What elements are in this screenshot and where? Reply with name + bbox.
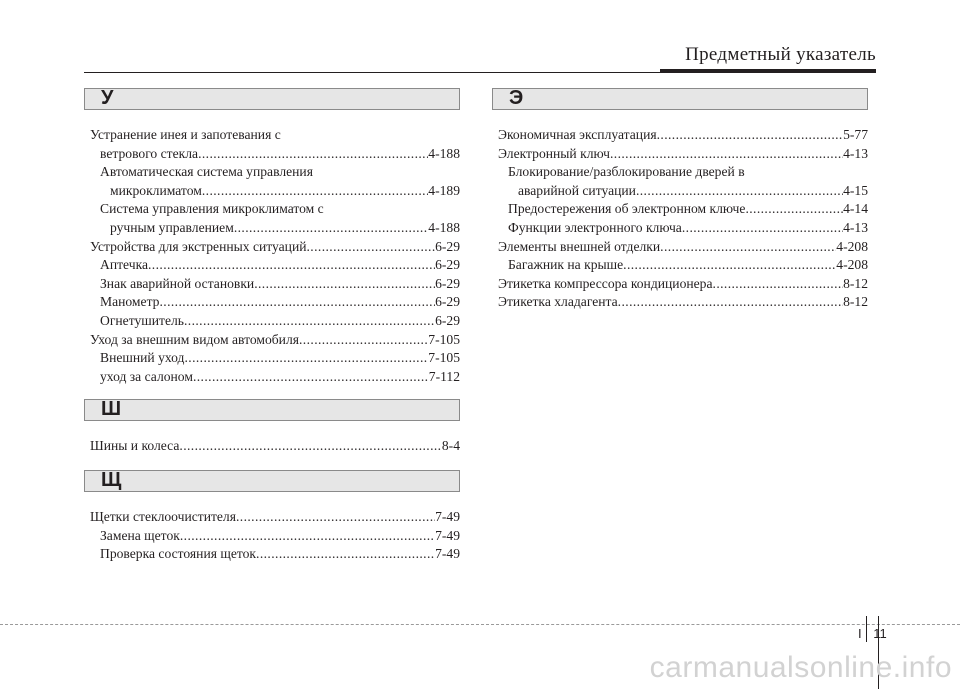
section-header-bar [84,470,460,492]
entry-leader-dots [636,182,843,201]
entry-leader-dots [202,182,428,201]
entry-text: аварийной ситуации [518,182,636,198]
index-entry [84,331,460,350]
entry-leader-dots [682,219,843,238]
entry-page-ref: 4-189 [428,182,460,198]
index-entries [84,508,460,564]
index-entries [84,437,460,456]
index-section [492,88,868,312]
entry-text: Замена щеток [100,527,180,543]
entry-text: ветрового стекла [100,145,199,161]
entry-leader-dots [234,219,428,238]
entry-leader-dots [179,437,441,456]
entry-leader-dots [236,508,435,527]
entry-page-ref: 6-29 [435,294,460,310]
entry-leader-dots [254,275,435,294]
index-entry [492,182,868,201]
entry-text: Электронный ключ [498,145,610,161]
entry-text: Щетки стеклоочистителя [90,508,236,524]
entry-leader-dots [193,368,429,387]
entry-page-ref: 7-105 [428,331,460,347]
section-letter: Ш [101,398,122,421]
index-entry [84,368,460,387]
index-entry [84,200,460,219]
entry-page-ref: 6-29 [435,257,460,273]
entry-page-ref: 4-15 [843,182,868,198]
entry-leader-dots [307,238,436,257]
watermark: carmanualsonline.info [649,651,952,684]
index-entry [84,527,460,546]
entry-text: Устройства для экстренных ситуаций [90,238,307,254]
entry-leader-dots [623,256,836,275]
entry-page-ref: 5-77 [843,127,868,142]
entry-page-ref: 4-188 [428,219,460,235]
entry-text: Элементы внешней отделки [498,238,661,254]
entry-text: Манометр [100,294,160,310]
entry-page-ref: 8-12 [843,275,868,291]
entry-text: Система управления микроклиматом с [100,201,324,217]
entry-page-ref: 4-13 [843,145,868,161]
entry-text: Этикетка хладагента [498,294,618,310]
index-column-right [492,88,868,312]
entry-text: Автоматическая система управления [100,164,313,180]
index-entry [492,219,868,238]
index-entry [492,145,868,164]
entry-page-ref: 4-208 [836,238,868,254]
index-entries [84,126,460,386]
entry-page-ref: 4-208 [836,257,868,273]
index-entry [492,293,868,312]
entry-leader-dots [159,293,435,312]
entry-page-ref: 8-12 [843,294,868,310]
entry-leader-dots [657,126,843,145]
entry-page-ref: 8-4 [441,438,460,454]
entry-page-ref: 4-13 [843,219,868,235]
entry-page-ref: 4-188 [428,145,460,161]
page-number [858,626,887,641]
entry-text: Уход за внешним видом автомобиля [90,331,299,347]
entry-page-ref: 7-49 [435,508,460,524]
section-letter: У [101,87,114,109]
entry-leader-dots [256,545,435,564]
entry-leader-dots [713,275,844,294]
section-header-bar [84,399,460,421]
index-entry [84,145,460,164]
index-section [84,88,460,386]
index-entries [492,126,868,312]
section-header-bar [84,88,460,110]
index-entry [84,126,460,145]
header-rule-accent [660,69,876,73]
entry-leader-dots [745,200,843,219]
entry-text: уход за салоном [100,368,193,384]
entry-text: ручным управлением [110,219,234,235]
entry-leader-dots [184,349,428,368]
index-entry [492,200,868,219]
index-entry [492,238,868,257]
entry-text: Устранение инея и запотевания с [90,127,281,142]
entry-leader-dots [148,256,435,275]
index-entry [84,275,460,294]
entry-text: Шины и колеса [90,438,180,454]
index-section [84,399,460,456]
index-entry [84,219,460,238]
index-entry [492,256,868,275]
entry-page-ref: 7-49 [435,527,460,543]
entry-page-ref: 7-49 [435,546,460,562]
entry-leader-dots [198,145,428,164]
entry-text: Проверка состояния щеток [100,546,257,562]
entry-text: Функции электронного ключа [508,219,682,235]
index-entry [84,238,460,257]
entry-leader-dots [184,312,435,331]
entry-leader-dots [180,527,435,546]
entry-leader-dots [660,238,836,257]
index-entry [84,508,460,527]
index-entry [492,163,868,182]
section-number: I [858,626,862,641]
entry-text: микроклиматом [110,182,202,198]
entry-leader-dots [610,145,843,164]
entry-leader-dots [299,331,428,350]
page-number-value: 11 [873,626,887,641]
entry-text: Этикетка компрессора кондиционера [498,275,713,291]
entry-text: Предостережения об электронном ключе [508,201,746,217]
index-entry [84,349,460,368]
entry-leader-dots [618,293,843,312]
entry-page-ref: 7-105 [428,350,460,366]
index-column-left [84,88,460,564]
index-entry [492,275,868,294]
page-title: Предметный указатель [685,44,876,65]
index-entry [84,312,460,331]
entry-page-ref: 6-29 [435,312,460,328]
entry-text: Внешний уход [100,350,185,366]
index-entry [84,182,460,201]
index-entry [84,545,460,564]
index-entry [492,126,868,145]
entry-page-ref: 4-14 [843,201,868,217]
index-section [84,470,460,564]
entry-text: Экономичная эксплуатация [498,127,657,142]
entry-page-ref: 7-112 [428,368,460,384]
entry-text: Аптечка [100,257,148,273]
index-entry [84,163,460,182]
section-letter: Э [509,87,524,109]
index-entry [84,293,460,312]
section-header-bar [492,88,868,110]
footer-rule [0,624,960,625]
entry-text: Знак аварийной остановки [100,275,255,291]
index-entry [84,256,460,275]
entry-text: Огнетушитель [100,312,184,328]
entry-text: Багажник на крыше [508,257,624,273]
entry-text: Блокирование/разблокирование дверей в [508,164,745,180]
entry-page-ref: 6-29 [435,238,460,254]
index-entry [84,437,460,456]
entry-page-ref: 6-29 [435,275,460,291]
section-letter: Щ [101,468,122,491]
